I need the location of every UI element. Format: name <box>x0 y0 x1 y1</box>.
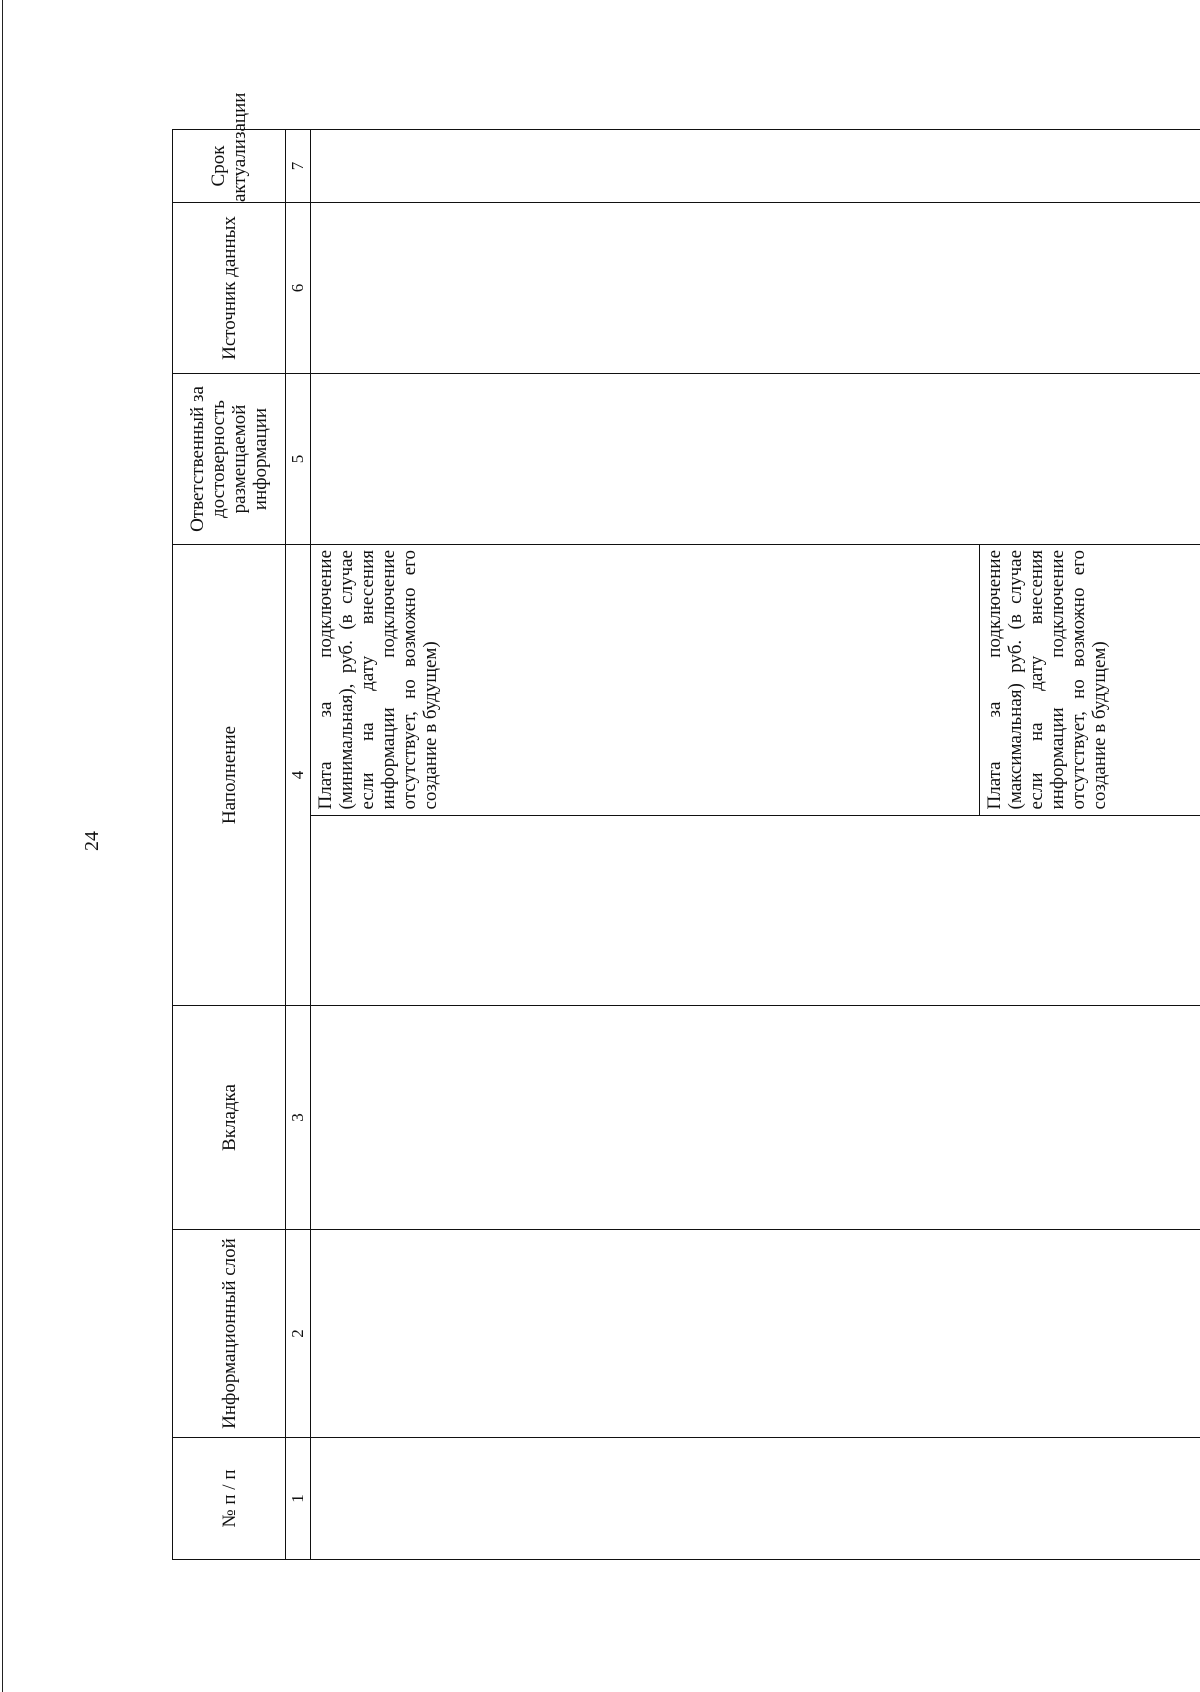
header-number: № п / п <box>173 1438 286 1560</box>
cell-update-period <box>311 130 1200 203</box>
cell-content <box>311 545 1200 1006</box>
table-row <box>311 130 1200 1560</box>
column-number-2: 2 <box>286 1230 311 1438</box>
column-number-6: 6 <box>286 203 311 374</box>
content-empty-subcell <box>311 816 1200 1005</box>
content-items-subcell <box>311 544 1200 816</box>
page-number: 24 <box>81 831 103 851</box>
page-edge-line <box>2 0 3 1692</box>
column-number-3: 3 <box>286 1006 311 1230</box>
cell-data-source <box>311 203 1200 374</box>
header-info-layer: Информационный слой <box>173 1230 286 1438</box>
document-table-rotated <box>172 92 1110 1560</box>
cell-number <box>311 1438 1200 1560</box>
header-responsible: Ответственный за достоверность размещаемой информации <box>173 374 286 545</box>
content-items-stack <box>311 544 1200 816</box>
column-number-7: 7 <box>286 130 311 203</box>
header-tab: Вкладка <box>173 1006 286 1230</box>
column-number-1: 1 <box>286 1438 311 1560</box>
info-layers-table <box>172 92 1200 1560</box>
cell-tab <box>311 1006 1200 1230</box>
cell-info-layer <box>311 1230 1200 1438</box>
content-subtable <box>311 544 1200 1005</box>
column-number-5: 5 <box>286 374 311 545</box>
header-update-period: Срок актуализации <box>173 130 286 203</box>
header-content: Наполнение <box>173 545 286 1006</box>
column-number-4: 4 <box>286 545 311 1006</box>
column-number-row <box>286 130 311 1560</box>
cell-responsible <box>311 374 1200 545</box>
header-row <box>173 130 286 1560</box>
header-data-source: Источник данных <box>173 203 286 374</box>
content-item-min-fee: Плата за подключение (минимальная), руб. (в случае если на дату внесения информации подключение отсутствует, но возможно его создание в будущем) <box>311 544 980 816</box>
content-item-max-fee: Плата за подключение (максимальная) руб. (в случае если на дату внесения информации подключение отсутствует, но возможно его создание в будущем) <box>980 544 1200 816</box>
